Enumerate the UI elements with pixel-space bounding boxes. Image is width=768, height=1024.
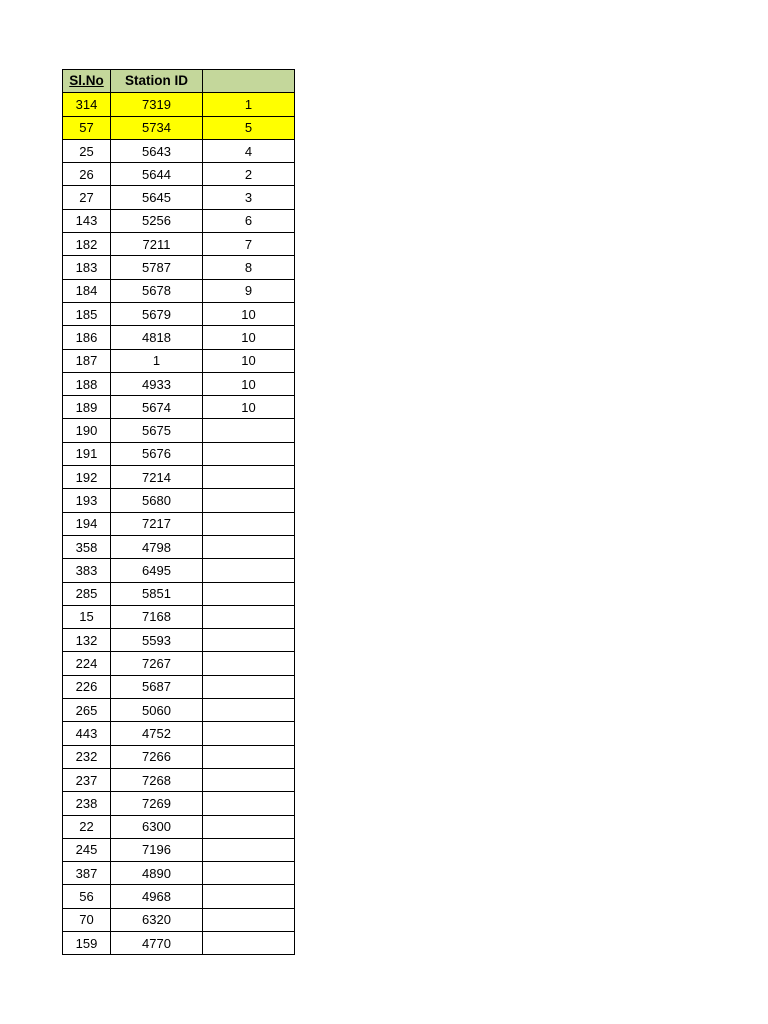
cell-station-id[interactable]: 4770 bbox=[111, 931, 203, 954]
cell-rank[interactable]: 8 bbox=[203, 256, 295, 279]
cell-station-id[interactable]: 5676 bbox=[111, 442, 203, 465]
cell-station-id[interactable]: 7267 bbox=[111, 652, 203, 675]
cell-station-id[interactable]: 7217 bbox=[111, 512, 203, 535]
cell-sl-no[interactable]: 224 bbox=[63, 652, 111, 675]
table-row bbox=[63, 139, 295, 162]
cell-sl-no[interactable]: 57 bbox=[63, 116, 111, 139]
cell-sl-no[interactable]: 25 bbox=[63, 139, 111, 162]
cell-station-id[interactable]: 5851 bbox=[111, 582, 203, 605]
table-row bbox=[63, 582, 295, 605]
cell-rank[interactable] bbox=[203, 559, 295, 582]
table-row bbox=[63, 396, 295, 419]
table-row bbox=[63, 838, 295, 861]
station-table bbox=[62, 69, 295, 955]
cell-sl-no[interactable]: 238 bbox=[63, 792, 111, 815]
cell-rank[interactable] bbox=[203, 442, 295, 465]
table-row bbox=[63, 349, 295, 372]
cell-rank[interactable]: 5 bbox=[203, 116, 295, 139]
cell-rank[interactable]: 6 bbox=[203, 209, 295, 232]
cell-sl-no[interactable]: 15 bbox=[63, 605, 111, 628]
cell-rank[interactable] bbox=[203, 768, 295, 791]
cell-rank[interactable]: 9 bbox=[203, 279, 295, 302]
cell-sl-no[interactable]: 186 bbox=[63, 326, 111, 349]
table-row bbox=[63, 233, 295, 256]
cell-sl-no[interactable]: 70 bbox=[63, 908, 111, 931]
table-row bbox=[63, 489, 295, 512]
cell-sl-no[interactable]: 245 bbox=[63, 838, 111, 861]
header-station-id[interactable]: Station ID bbox=[111, 70, 203, 93]
cell-sl-no[interactable]: 232 bbox=[63, 745, 111, 768]
cell-rank[interactable]: 1 bbox=[203, 93, 295, 116]
cell-sl-no[interactable]: 358 bbox=[63, 535, 111, 558]
cell-station-id[interactable]: 4890 bbox=[111, 862, 203, 885]
cell-sl-no[interactable]: 194 bbox=[63, 512, 111, 535]
cell-rank[interactable] bbox=[203, 815, 295, 838]
table-row bbox=[63, 722, 295, 745]
cell-station-id[interactable]: 4818 bbox=[111, 326, 203, 349]
cell-station-id[interactable]: 5644 bbox=[111, 163, 203, 186]
cell-station-id[interactable]: 6495 bbox=[111, 559, 203, 582]
cell-sl-no[interactable]: 443 bbox=[63, 722, 111, 745]
cell-sl-no[interactable]: 387 bbox=[63, 862, 111, 885]
cell-rank[interactable] bbox=[203, 629, 295, 652]
table-row bbox=[63, 466, 295, 489]
table-row bbox=[63, 209, 295, 232]
cell-station-id[interactable]: 7196 bbox=[111, 838, 203, 861]
cell-sl-no[interactable]: 314 bbox=[63, 93, 111, 116]
cell-rank[interactable] bbox=[203, 419, 295, 442]
table-row bbox=[63, 745, 295, 768]
cell-rank[interactable] bbox=[203, 699, 295, 722]
cell-rank[interactable] bbox=[203, 675, 295, 698]
table-row bbox=[63, 792, 295, 815]
cell-station-id[interactable]: 5678 bbox=[111, 279, 203, 302]
cell-rank[interactable] bbox=[203, 466, 295, 489]
cell-rank[interactable]: 3 bbox=[203, 186, 295, 209]
table-row bbox=[63, 629, 295, 652]
cell-rank[interactable] bbox=[203, 862, 295, 885]
cell-rank[interactable]: 10 bbox=[203, 372, 295, 395]
cell-station-id[interactable]: 5593 bbox=[111, 629, 203, 652]
cell-station-id[interactable]: 7268 bbox=[111, 768, 203, 791]
cell-rank[interactable] bbox=[203, 535, 295, 558]
cell-rank[interactable] bbox=[203, 582, 295, 605]
header-sl-no[interactable]: Sl.No bbox=[63, 70, 111, 93]
cell-rank[interactable]: 10 bbox=[203, 396, 295, 419]
cell-rank[interactable]: 10 bbox=[203, 302, 295, 325]
header-row bbox=[63, 70, 295, 93]
cell-station-id[interactable]: 7266 bbox=[111, 745, 203, 768]
table-row bbox=[63, 885, 295, 908]
cell-station-id[interactable]: 7214 bbox=[111, 466, 203, 489]
cell-sl-no[interactable]: 185 bbox=[63, 302, 111, 325]
table-row bbox=[63, 862, 295, 885]
cell-sl-no[interactable]: 190 bbox=[63, 419, 111, 442]
cell-sl-no[interactable]: 27 bbox=[63, 186, 111, 209]
table-row bbox=[63, 815, 295, 838]
cell-station-id[interactable]: 5734 bbox=[111, 116, 203, 139]
cell-sl-no[interactable]: 183 bbox=[63, 256, 111, 279]
cell-rank[interactable] bbox=[203, 605, 295, 628]
cell-sl-no[interactable]: 188 bbox=[63, 372, 111, 395]
cell-rank[interactable]: 10 bbox=[203, 326, 295, 349]
cell-rank[interactable] bbox=[203, 931, 295, 954]
cell-station-id[interactable]: 5787 bbox=[111, 256, 203, 279]
table-row bbox=[63, 535, 295, 558]
table-row bbox=[63, 372, 295, 395]
table-row bbox=[63, 559, 295, 582]
cell-station-id[interactable]: 7168 bbox=[111, 605, 203, 628]
table-row bbox=[63, 163, 295, 186]
cell-rank[interactable]: 4 bbox=[203, 139, 295, 162]
table-row bbox=[63, 512, 295, 535]
table-row bbox=[63, 279, 295, 302]
cell-station-id[interactable]: 5674 bbox=[111, 396, 203, 419]
cell-sl-no[interactable]: 187 bbox=[63, 349, 111, 372]
table-row bbox=[63, 326, 295, 349]
cell-station-id[interactable]: 7211 bbox=[111, 233, 203, 256]
table-row bbox=[63, 442, 295, 465]
cell-station-id[interactable]: 6320 bbox=[111, 908, 203, 931]
cell-rank[interactable] bbox=[203, 908, 295, 931]
table-row bbox=[63, 908, 295, 931]
cell-sl-no[interactable]: 143 bbox=[63, 209, 111, 232]
table-row bbox=[63, 302, 295, 325]
cell-station-id[interactable]: 5645 bbox=[111, 186, 203, 209]
cell-rank[interactable] bbox=[203, 838, 295, 861]
cell-station-id[interactable]: 4933 bbox=[111, 372, 203, 395]
cell-station-id[interactable]: 5679 bbox=[111, 302, 203, 325]
cell-rank[interactable]: 2 bbox=[203, 163, 295, 186]
cell-station-id[interactable]: 5687 bbox=[111, 675, 203, 698]
cell-sl-no[interactable]: 191 bbox=[63, 442, 111, 465]
table-row bbox=[63, 116, 295, 139]
cell-sl-no[interactable]: 226 bbox=[63, 675, 111, 698]
table-row bbox=[63, 419, 295, 442]
cell-station-id[interactable]: 4798 bbox=[111, 535, 203, 558]
table-row bbox=[63, 699, 295, 722]
cell-sl-no[interactable]: 56 bbox=[63, 885, 111, 908]
cell-sl-no[interactable]: 189 bbox=[63, 396, 111, 419]
cell-station-id[interactable]: 5256 bbox=[111, 209, 203, 232]
cell-station-id[interactable]: 5675 bbox=[111, 419, 203, 442]
table-row bbox=[63, 675, 295, 698]
cell-sl-no[interactable]: 265 bbox=[63, 699, 111, 722]
cell-sl-no[interactable]: 285 bbox=[63, 582, 111, 605]
table-row bbox=[63, 605, 295, 628]
cell-rank[interactable] bbox=[203, 722, 295, 745]
cell-sl-no[interactable]: 383 bbox=[63, 559, 111, 582]
cell-sl-no[interactable]: 184 bbox=[63, 279, 111, 302]
cell-station-id[interactable]: 5680 bbox=[111, 489, 203, 512]
cell-rank[interactable]: 10 bbox=[203, 349, 295, 372]
cell-station-id[interactable]: 7319 bbox=[111, 93, 203, 116]
cell-rank[interactable] bbox=[203, 652, 295, 675]
cell-rank[interactable] bbox=[203, 745, 295, 768]
cell-station-id[interactable]: 4968 bbox=[111, 885, 203, 908]
cell-station-id[interactable]: 7269 bbox=[111, 792, 203, 815]
cell-rank[interactable] bbox=[203, 792, 295, 815]
cell-rank[interactable] bbox=[203, 512, 295, 535]
table-row bbox=[63, 652, 295, 675]
cell-sl-no[interactable]: 182 bbox=[63, 233, 111, 256]
cell-sl-no[interactable]: 193 bbox=[63, 489, 111, 512]
cell-station-id[interactable]: 5060 bbox=[111, 699, 203, 722]
table-row bbox=[63, 186, 295, 209]
table-row bbox=[63, 256, 295, 279]
cell-sl-no[interactable]: 159 bbox=[63, 931, 111, 954]
cell-rank[interactable]: 7 bbox=[203, 233, 295, 256]
cell-rank[interactable] bbox=[203, 489, 295, 512]
cell-rank[interactable] bbox=[203, 885, 295, 908]
cell-sl-no[interactable]: 132 bbox=[63, 629, 111, 652]
cell-sl-no[interactable]: 26 bbox=[63, 163, 111, 186]
table-body bbox=[63, 93, 295, 955]
table-row bbox=[63, 931, 295, 954]
header-rank[interactable] bbox=[203, 70, 295, 93]
cell-sl-no[interactable]: 192 bbox=[63, 466, 111, 489]
cell-sl-no[interactable]: 22 bbox=[63, 815, 111, 838]
table-row bbox=[63, 768, 295, 791]
table-row bbox=[63, 93, 295, 116]
cell-station-id[interactable]: 4752 bbox=[111, 722, 203, 745]
cell-station-id[interactable]: 5643 bbox=[111, 139, 203, 162]
cell-station-id[interactable]: 1 bbox=[111, 349, 203, 372]
cell-station-id[interactable]: 6300 bbox=[111, 815, 203, 838]
cell-sl-no[interactable]: 237 bbox=[63, 768, 111, 791]
